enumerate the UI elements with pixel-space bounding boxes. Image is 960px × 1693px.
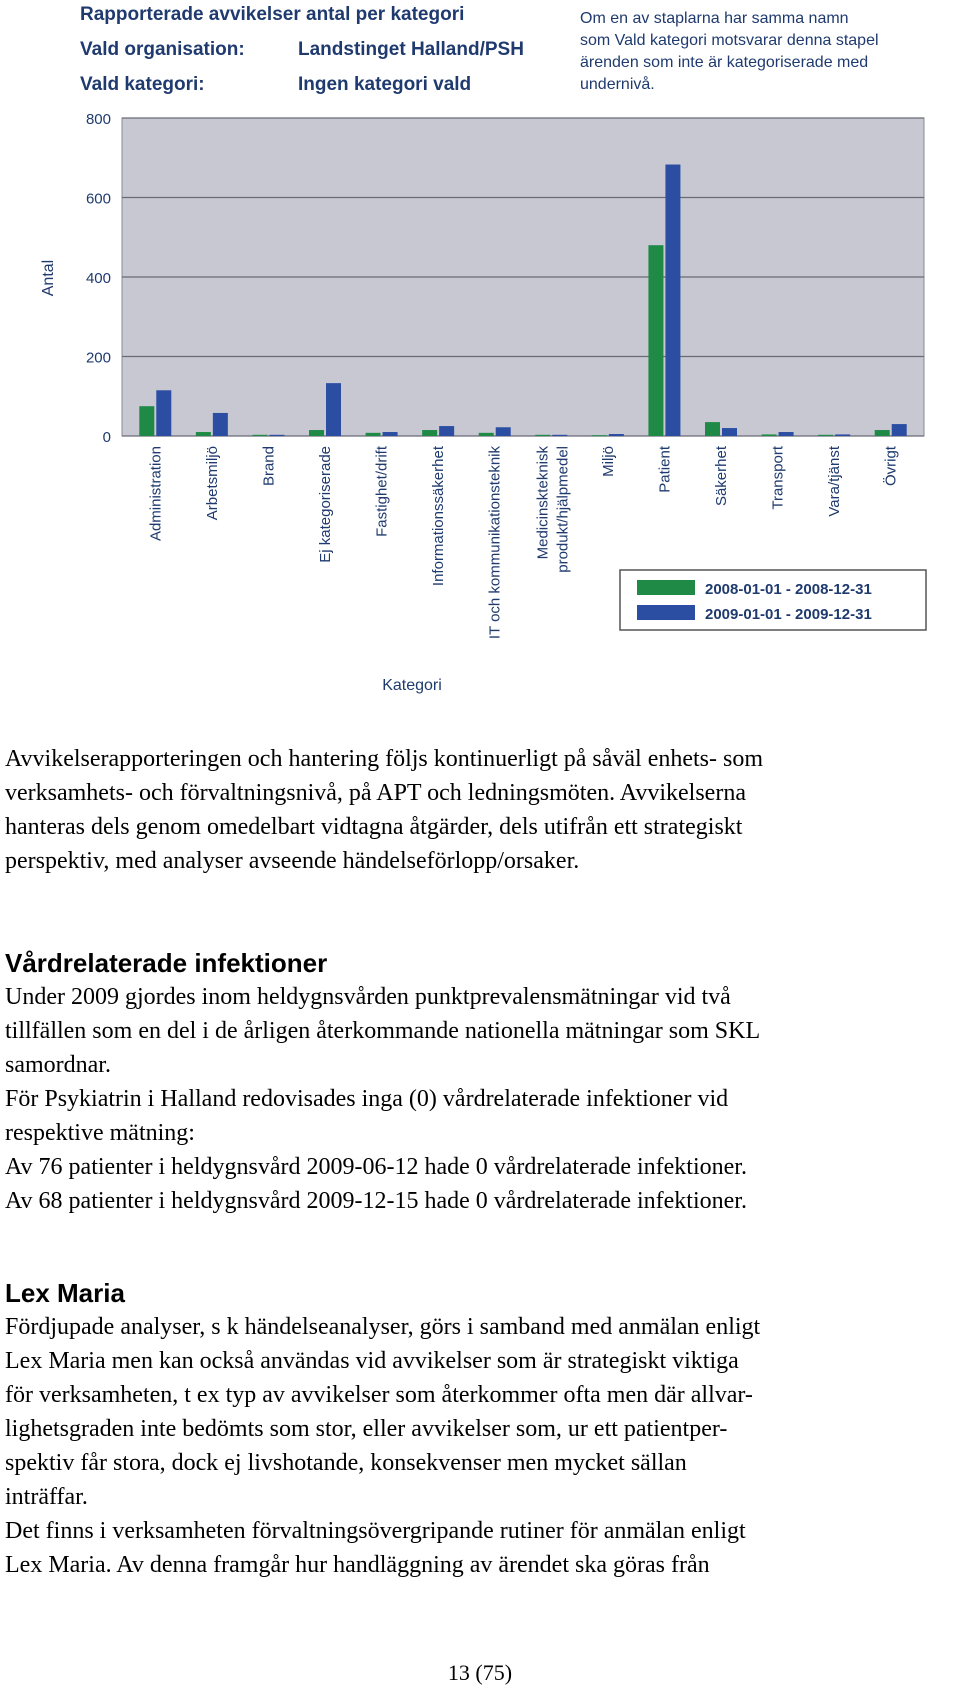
- x-tick-label: Arbetsmiljö: [203, 446, 221, 521]
- x-tick-label: Informationssäkerhet: [430, 445, 448, 587]
- text-line: Lex Maria. Av denna framgår hur handläggning av ärendet ska göras från: [5, 1552, 710, 1578]
- section-heading: Vårdrelaterade infektioner: [5, 948, 328, 978]
- y-tick-label: 400: [85, 270, 111, 287]
- bar: [779, 432, 794, 436]
- text-line: För Psykiatrin i Halland redovisades inga (0) vårdrelaterade infektioner vid: [5, 1086, 729, 1112]
- x-tick-label: Ej kategoriserade: [317, 446, 334, 563]
- bar: [552, 435, 567, 436]
- bar: [439, 426, 454, 436]
- text-line: Det finns i verksamheten förvaltningsövergripande rutiner för anmälan enligt: [5, 1518, 746, 1544]
- org-label: Vald organisation:: [80, 39, 245, 60]
- legend: [620, 570, 926, 630]
- text-line: Av 76 patienter i heldygnsvård 2009-06-12 hade 0 vårdrelaterade infektioner.: [5, 1154, 747, 1180]
- note-line: ärenden som inte är kategoriserade med: [580, 54, 869, 71]
- bar: [892, 424, 907, 436]
- bar: [479, 433, 494, 436]
- y-tick-label: 0: [102, 429, 111, 446]
- legend-swatch-2009: [637, 605, 695, 620]
- bar: [269, 435, 284, 436]
- bar: [309, 430, 324, 436]
- chart-title: Rapporterade avvikelser antal per kategori: [80, 4, 465, 25]
- text-line: spektiv får stora, dock ej livshotande, konsekvenser men mycket sällan: [5, 1450, 687, 1476]
- text-line: samordnar.: [5, 1052, 111, 1078]
- section-heading: Lex Maria: [5, 1278, 125, 1308]
- page-number: 13 (75): [447, 1660, 513, 1685]
- bar: [762, 434, 777, 436]
- x-tick-label: Transport: [769, 446, 787, 510]
- legend-label-2008: 2008-01-01 - 2008-12-31: [705, 581, 872, 598]
- bar: [156, 390, 171, 436]
- bar: [383, 432, 398, 436]
- bar: [535, 435, 550, 436]
- bar: [835, 434, 850, 436]
- x-tick-label: Övrigt: [882, 446, 900, 487]
- text-line: Avvikelserapporteringen och hantering följs kontinuerligt på såväl enhets- som: [5, 746, 764, 772]
- category-label: Vald kategori:: [80, 74, 205, 95]
- category-value: Ingen kategori vald: [298, 74, 472, 95]
- bar: [366, 433, 381, 436]
- section-infections: [5, 946, 955, 1218]
- x-tick-label: Administration: [147, 446, 165, 542]
- text-line: för verksamheten, t ex typ av avvikelser som återkommer ofta men där allvar-: [5, 1382, 753, 1408]
- text-line: Av 68 patienter i heldygnsvård 2009-12-15 hade 0 vårdrelaterade infektioner.: [5, 1188, 747, 1214]
- text-line: respektive mätning:: [5, 1120, 195, 1146]
- bar: [609, 434, 624, 436]
- deviation-chart: [0, 0, 960, 700]
- text-line: Under 2009 gjordes inom heldygnsvården punktprevalensmätningar vid två: [5, 984, 731, 1010]
- text-line: hanteras dels genom omedelbart vidtagna åtgärder, dels utifrån ett strategiskt: [5, 814, 743, 840]
- bar: [139, 406, 154, 436]
- text-line: perspektiv, med analyser avseende händelseförlopp/orsaker.: [5, 848, 580, 874]
- note-line: undernivå.: [580, 76, 655, 93]
- x-tick-label: Vara/tjänst: [826, 446, 844, 517]
- bar: [252, 435, 267, 436]
- note-line: Om en av staplarna har samma namn: [580, 10, 849, 27]
- text-line: verksamhets- och förvaltningsnivå, på APT och ledningsmöten. Avvikelserna: [5, 780, 746, 806]
- x-tick-label: Säkerhet: [713, 446, 730, 507]
- bar: [818, 435, 833, 436]
- y-tick-label: 800: [85, 111, 111, 128]
- bar: [326, 383, 341, 436]
- text-line: lighetsgraden inte bedömts som stor, eller avvikelser som, ur ett patientper-: [5, 1416, 728, 1442]
- x-tick-label: Medicinskteknisk: [534, 446, 552, 560]
- x-tick-label: Patient: [656, 446, 674, 493]
- bar: [722, 428, 737, 436]
- legend-swatch-2008: [637, 580, 695, 595]
- text-line: Fördjupade analyser, s k händelseanalyser, görs i samband med anmälan enligt: [5, 1314, 761, 1340]
- document-body: [5, 742, 955, 1582]
- note-line: som Vald kategori motsvarar denna stapel: [580, 32, 879, 49]
- intro-paragraph: [5, 742, 955, 878]
- y-ticks: [86, 111, 111, 446]
- bar: [496, 427, 511, 436]
- y-tick-label: 200: [85, 349, 111, 367]
- bar: [705, 422, 720, 436]
- x-tick-label: IT och kommunikationsteknik: [486, 446, 504, 640]
- bar: [665, 165, 680, 436]
- bar: [648, 245, 663, 436]
- text-line: inträffar.: [5, 1484, 88, 1510]
- legend-label-2009: 2009-01-01 - 2009-12-31: [705, 606, 872, 623]
- x-tick-label: Brand: [260, 446, 278, 487]
- bar: [875, 430, 890, 436]
- text-line: tillfällen som en del i de årligen återkommande nationella mätningar som SKL: [5, 1018, 761, 1044]
- bar: [196, 432, 211, 436]
- bar: [213, 413, 228, 436]
- x-tick-label: Miljö: [599, 446, 617, 477]
- section-lex-maria: [5, 1276, 955, 1582]
- bar: [422, 430, 437, 436]
- x-tick-label: Fastighet/drift: [373, 446, 391, 537]
- y-axis-title: Antal: [40, 259, 57, 297]
- x-axis-title: Kategori: [382, 677, 442, 694]
- org-value: Landstinget Halland/PSH: [298, 39, 524, 60]
- x-tick-label: produkt/hjälpmedel: [554, 446, 572, 573]
- y-tick-label: 600: [85, 190, 111, 208]
- text-line: Lex Maria men kan också användas vid avvikelser som är strategiskt viktiga: [5, 1348, 739, 1374]
- bar: [592, 435, 607, 436]
